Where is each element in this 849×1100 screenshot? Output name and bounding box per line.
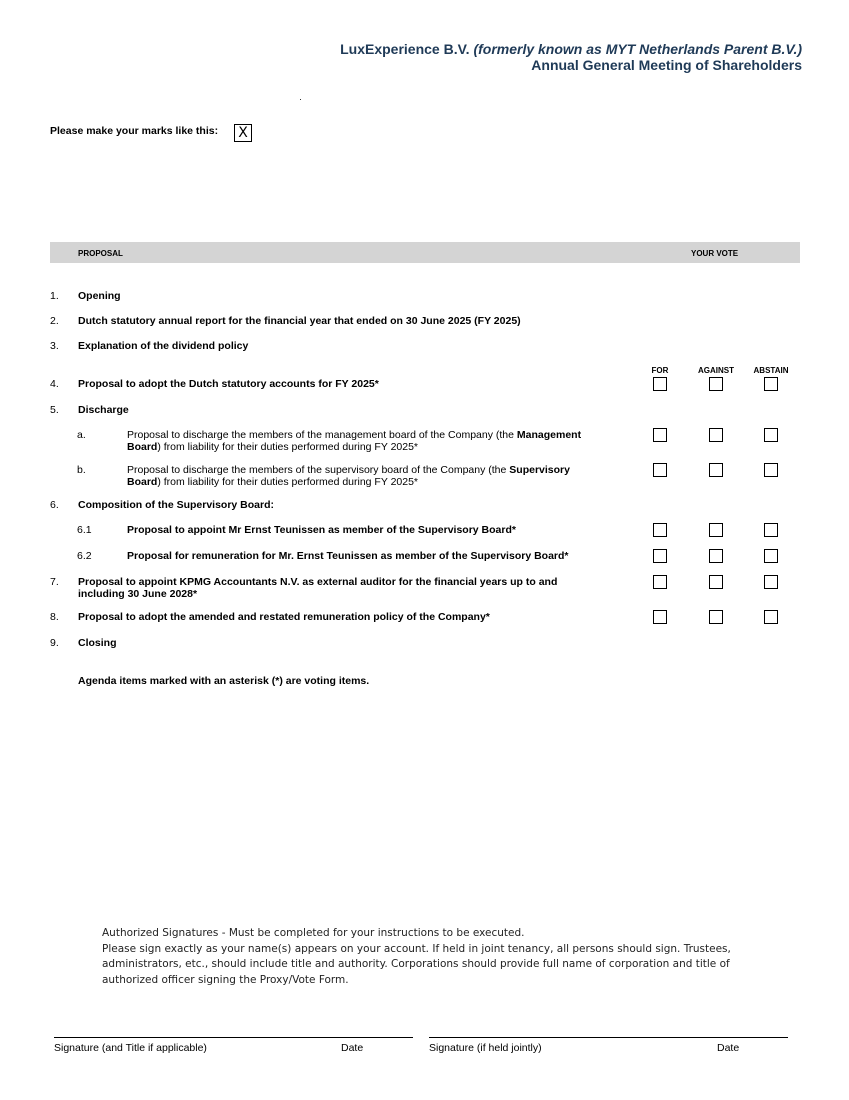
item-number: 1. (50, 290, 59, 302)
against-column-label: AGAINST (698, 366, 734, 375)
item-number: 9. (50, 637, 59, 649)
proposal-column-header: PROPOSAL (78, 249, 123, 258)
item-number: b. (77, 464, 86, 476)
vote-against-checkbox[interactable] (709, 428, 723, 442)
item-number: a. (77, 429, 86, 441)
signature-line-1[interactable] (54, 1037, 413, 1038)
item-number: 6.2 (77, 550, 92, 562)
agenda-item-remuneration-teunissen: Proposal for remuneration for Mr. Ernst Teunissen as member of the Supervisory Board* (127, 550, 569, 562)
abstain-column-label: ABSTAIN (753, 366, 789, 375)
vote-for-checkbox[interactable] (653, 549, 667, 563)
agenda-item-adopt-accounts: Proposal to adopt the Dutch statutory accounts for FY 2025* (78, 378, 379, 390)
agenda-item-remuneration-policy: Proposal to adopt the amended and restated remuneration policy of the Company* (78, 611, 490, 623)
item-number: 3. (50, 340, 59, 352)
item-number: 7. (50, 576, 59, 588)
signature-label-1: Signature (and Title if applicable) (54, 1042, 207, 1054)
voting-items-note: Agenda items marked with an asterisk (*) are voting items. (78, 675, 370, 687)
stray-dot (300, 99, 301, 100)
item-number: 5. (50, 404, 59, 416)
vote-for-checkbox[interactable] (653, 463, 667, 477)
agenda-item-closing: Closing (78, 637, 117, 649)
company-title (340, 41, 802, 57)
date-label-2: Date (717, 1042, 740, 1054)
vote-for-checkbox[interactable] (653, 428, 667, 442)
vote-abstain-checkbox[interactable] (764, 610, 778, 624)
signature-line-2[interactable] (429, 1037, 788, 1038)
vote-against-checkbox[interactable] (709, 523, 723, 537)
for-column-label: FOR (651, 366, 669, 375)
agenda-item-appoint-auditor: Proposal to appoint KPMG Accountants N.V. as external auditor for the financial years up to and including 30 June 2028* (78, 576, 558, 600)
vote-against-checkbox[interactable] (709, 377, 723, 391)
vote-abstain-checkbox[interactable] (764, 428, 778, 442)
vote-for-checkbox[interactable] (653, 575, 667, 589)
agenda-item-dividend-policy: Explanation of the dividend policy (78, 340, 249, 352)
vote-against-checkbox[interactable] (709, 463, 723, 477)
agenda-item-annual-report: Dutch statutory annual report for the financial year that ended on 30 June 2025 (FY 2025) (78, 315, 521, 327)
vote-abstain-checkbox[interactable] (764, 549, 778, 563)
vote-abstain-checkbox[interactable] (764, 377, 778, 391)
example-marked-checkbox: X (234, 124, 252, 142)
authorization-text: Authorized Signatures - Must be completed for your instructions to be executed. Please sign exactly as your name(s) appears on your account. If held in joint tenancy, all persons should sign. Trustees, administrators, etc., should include title and authority. Corporations should provide full name of corporation and title of authorized officer signing the Proxy/Vote Form. (102, 927, 731, 986)
meeting-title: Annual General Meeting of Shareholders (531, 57, 802, 73)
item-number: 6.1 (77, 524, 92, 536)
item-number: 8. (50, 611, 59, 623)
vote-against-checkbox[interactable] (709, 575, 723, 589)
agenda-item-supervisory-composition: Composition of the Supervisory Board: (78, 499, 275, 511)
item-number: 2. (50, 315, 59, 327)
item-number: 4. (50, 378, 59, 390)
agenda-item-opening: Opening (78, 290, 121, 302)
table-header-bar (50, 242, 800, 263)
vote-against-checkbox[interactable] (709, 549, 723, 563)
mark-instruction-label: Please make your marks like this: (50, 125, 219, 137)
vote-for-checkbox[interactable] (653, 610, 667, 624)
company-former-name: (formerly known as MYT Netherlands Parent B.V.) (473, 41, 802, 57)
signature-label-2: Signature (if held jointly) (429, 1042, 542, 1054)
agenda-item-discharge-management: Proposal to discharge the members of the management board of the Company (the Management Board) from liability for their duties performed during FY 2025* (127, 429, 582, 453)
date-label-1: Date (341, 1042, 364, 1054)
agenda-item-discharge-supervisory: Proposal to discharge the members of the supervisory board of the Company (the Supervisory Board) from liability for their duties performed during FY 2025* (127, 464, 570, 488)
vote-abstain-checkbox[interactable] (764, 575, 778, 589)
agenda-item-discharge: Discharge (78, 404, 129, 416)
vote-for-checkbox[interactable] (653, 523, 667, 537)
vote-for-checkbox[interactable] (653, 377, 667, 391)
vote-against-checkbox[interactable] (709, 610, 723, 624)
your-vote-column-header: YOUR VOTE (691, 249, 739, 258)
vote-abstain-checkbox[interactable] (764, 463, 778, 477)
item-number: 6. (50, 499, 59, 511)
company-name: LuxExperience B.V. (340, 41, 470, 57)
vote-abstain-checkbox[interactable] (764, 523, 778, 537)
agenda-item-appoint-teunissen: Proposal to appoint Mr Ernst Teunissen as member of the Supervisory Board* (127, 524, 516, 536)
